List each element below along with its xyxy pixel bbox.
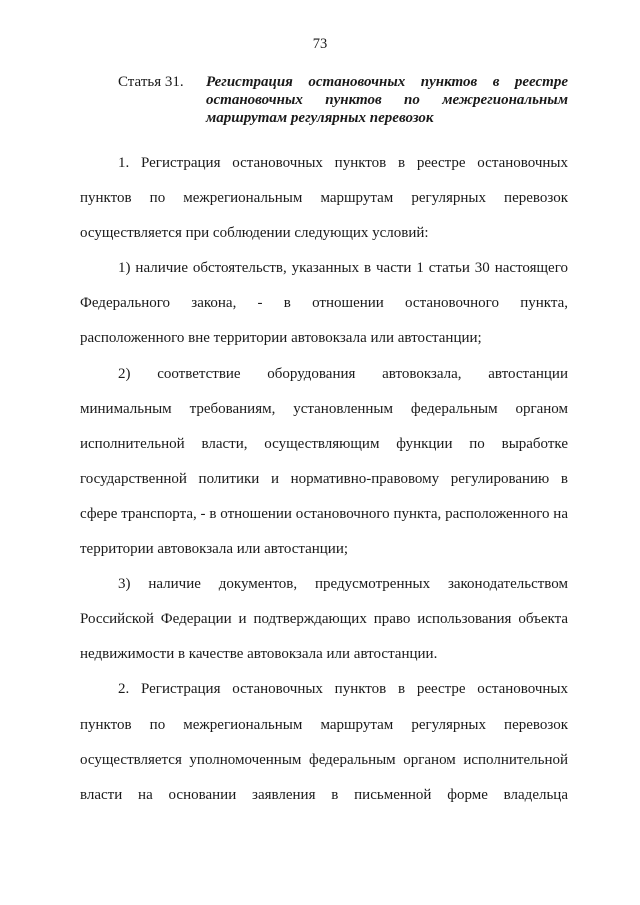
paragraph-1-item-2: 2) соответствие оборудования автовокзала, автостанции минимальным требованиям, установленным федеральным органом исполнительной власти, осуществляющим функции по выработке государственной политики и нормативно-правовому регулированию в сфере транспорта, - в отношении остановочного пункта, расположенного на территории автовокзала или автостанции; (80, 365, 568, 558)
paragraph-1-item-1: 1) наличие обстоятельств, указанных в части 1 статьи 30 настоящего Федерального закона, - в отношении остановочного пункта, расположенного вне территории автовокзала или автостанции; (80, 260, 568, 347)
paragraph-1: 1. Регистрация остановочных пунктов в реестре остановочных пунктов по межрегиональным маршрутам регулярных перевозок осуществляется при соблюдении следующих условий: (80, 155, 568, 242)
page-number: 73 (312, 36, 328, 52)
paragraph-1-item-3: 3) наличие документов, предусмотренных законодательством Российской Федерации и подтверждающих право использования объекта недвижимости в качестве автовокзала или автостанции. (80, 576, 568, 663)
article-body (80, 146, 568, 813)
article-number: Статья 31. (118, 74, 184, 90)
paragraph-2: 2. Регистрация остановочных пунктов в реестре остановочных пунктов по межрегиональным маршрутам регулярных перевозок осуществляется уполномоченным федеральным органом исполнительной власти на основании заявления в письменной форме владельца (80, 681, 568, 803)
article-title: Регистрация остановочных пунктов в реестре остановочных пунктов по межрегиональным маршрутам регулярных перевозок (206, 74, 568, 126)
